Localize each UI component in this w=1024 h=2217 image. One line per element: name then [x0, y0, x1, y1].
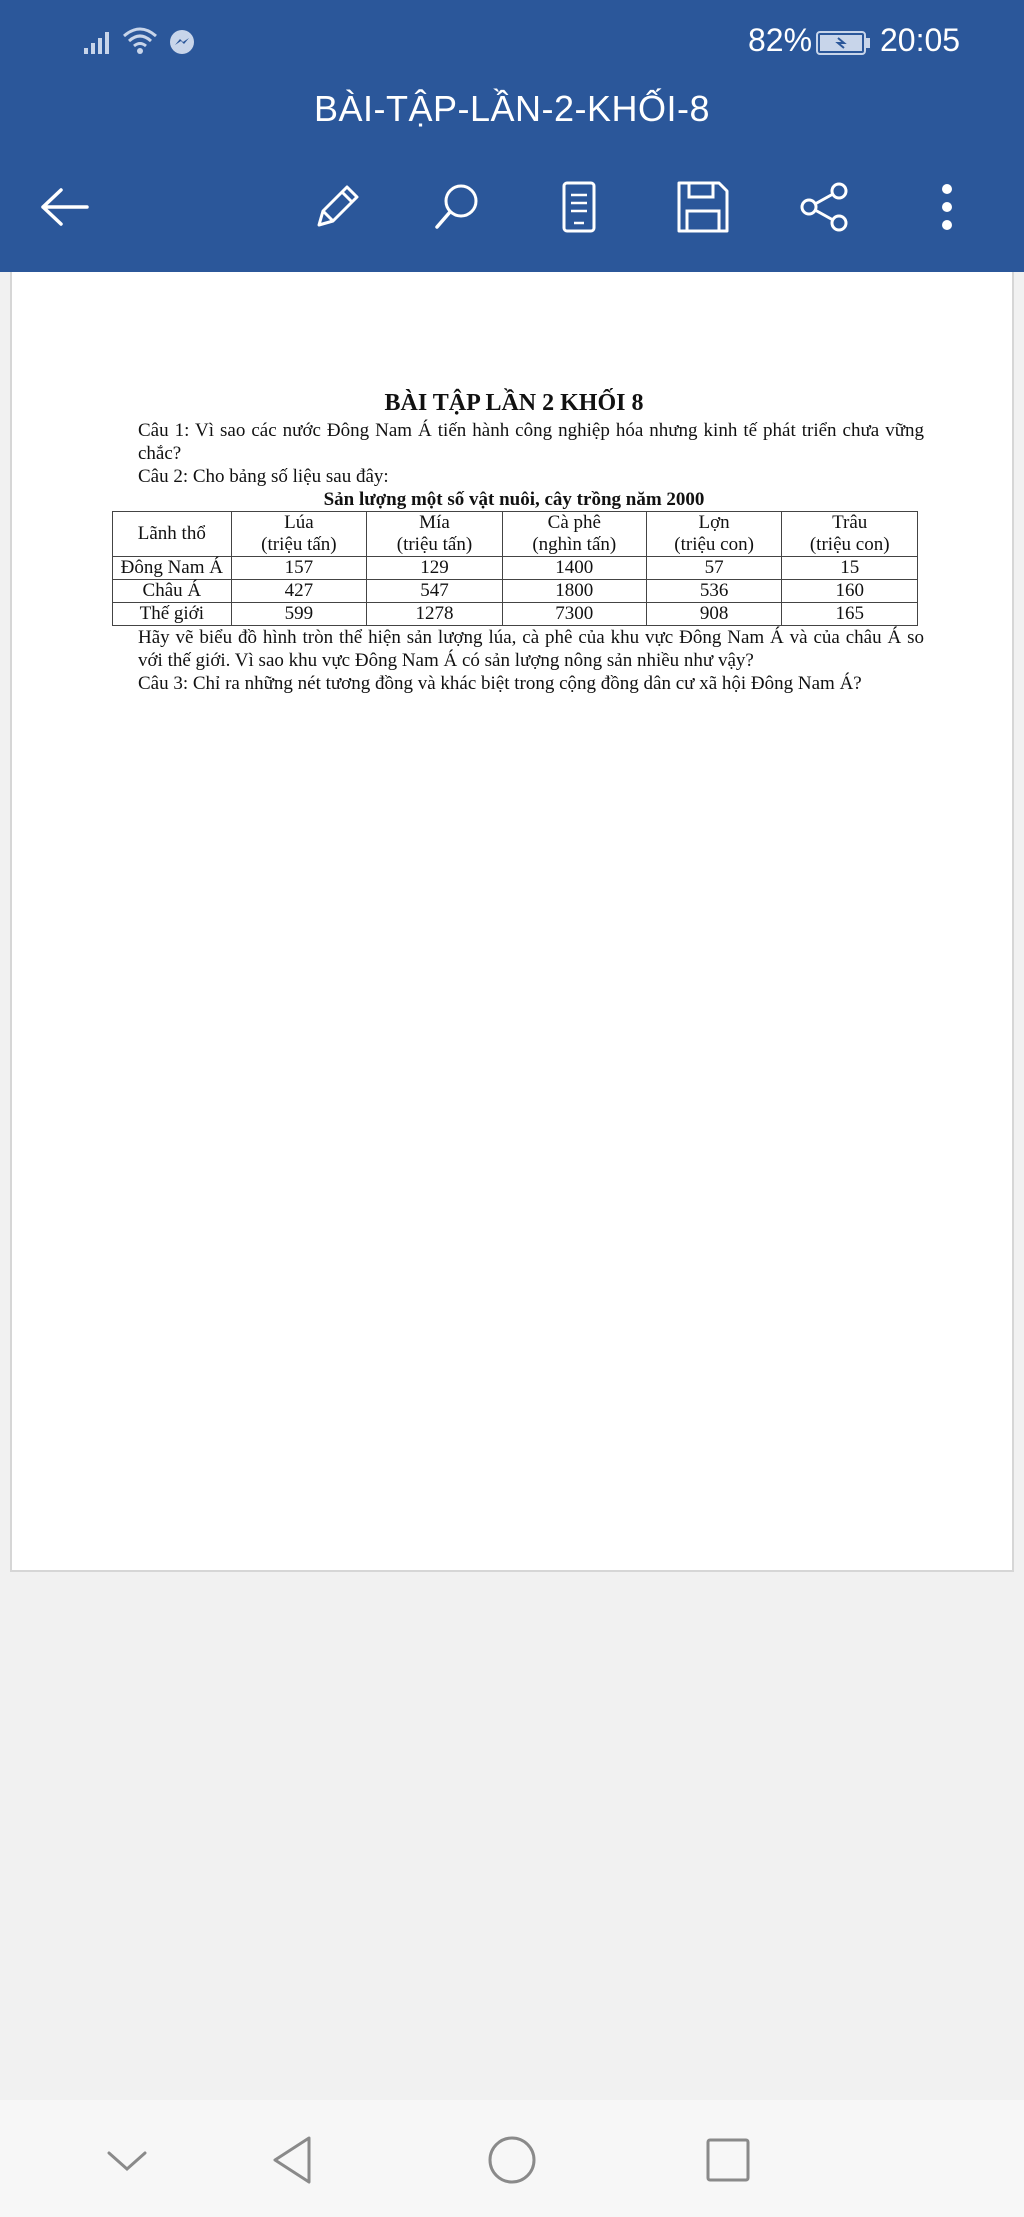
table-cell: 1800: [502, 580, 646, 603]
table-cell: 1400: [502, 557, 646, 580]
table-cell: 599: [231, 603, 367, 626]
table-cell: 427: [231, 580, 367, 603]
back-arrow-icon: [35, 182, 95, 232]
status-time: 20:05: [880, 22, 961, 58]
table-cell: Châu Á: [113, 580, 232, 603]
recents-square-icon: [703, 2135, 753, 2185]
header-cell: Lúa (triệu tấn): [231, 512, 367, 557]
table-cell: 7300: [502, 603, 646, 626]
home-circle-icon: [486, 2134, 538, 2186]
nav-hide-button[interactable]: [92, 2130, 162, 2190]
document-title: BÀI-TẬP-LẦN-2-KHỐI-8: [313, 88, 711, 129]
header-cell: Lãnh thổ: [113, 512, 232, 557]
table-cell: 157: [231, 557, 367, 580]
back-triangle-icon: [269, 2134, 317, 2186]
header-cell: Trâu (triệu con): [782, 512, 918, 557]
reading-view-icon: [554, 179, 604, 235]
table-row: [113, 557, 918, 580]
share-icon: [797, 179, 853, 235]
table-cell: 57: [646, 557, 782, 580]
page-title: BÀI TẬP LẦN 2 KHỐI 8: [384, 390, 644, 416]
table-cell: 160: [782, 580, 918, 603]
table-cell: 1278: [367, 603, 503, 626]
table-header-row: [113, 512, 918, 557]
question-1: Câu 1: Vì sao các nước Đông Nam Á tiến hành công nghiệp hóa nhưng kinh tế phát triển chưa vững chắc?: [138, 420, 924, 464]
table-row: [113, 580, 918, 603]
table-cell: 129: [367, 557, 503, 580]
search-icon: [429, 179, 485, 235]
chevron-down-icon: [105, 2145, 149, 2175]
table-cell: 536: [646, 580, 782, 603]
reading-view-button[interactable]: [544, 172, 614, 242]
pencil-icon: [307, 179, 363, 235]
search-button[interactable]: [422, 172, 492, 242]
status-bar: [0, 0, 1024, 84]
document-body: [104, 392, 924, 695]
more-vertical-icon: [937, 179, 957, 235]
wifi-icon: [122, 24, 158, 56]
nav-recents-button[interactable]: [693, 2130, 763, 2190]
question-2: Câu 2: Cho bảng số liệu sau đây:: [138, 466, 389, 487]
battery-percent: 82%: [748, 22, 813, 58]
nav-back-button[interactable]: [258, 2130, 328, 2190]
data-table: [112, 511, 918, 626]
table-cell: 547: [367, 580, 503, 603]
question-2-task: Hãy vẽ biểu đồ hình tròn thể hiện sản lượng lúa, cà phê của khu vực Đông Nam Á và của châu Á so với thế giới. Vì sao khu vực Đông Nam Á có sản lượng nông sản nhiều như vậy?: [138, 627, 924, 671]
save-button[interactable]: [668, 172, 738, 242]
nav-home-button[interactable]: [477, 2130, 547, 2190]
question-3: Câu 3: Chỉ ra những nét tương đồng và khác biệt trong cộng đồng dân cư xã hội Đông Nam Á?: [138, 673, 862, 694]
back-button[interactable]: [30, 172, 100, 242]
table-cell: 908: [646, 603, 782, 626]
header-cell: Cà phê (nghìn tấn): [502, 512, 646, 557]
save-icon: [675, 179, 731, 235]
table-cell: 165: [782, 603, 918, 626]
table-cell: 15: [782, 557, 918, 580]
share-button[interactable]: [790, 172, 860, 242]
battery-icon: [816, 30, 872, 56]
table-cell: Thế giới: [113, 603, 232, 626]
app-header: [0, 0, 1024, 272]
messenger-icon: [168, 28, 196, 56]
table-title: Sản lượng một số vật nuôi, cây trồng năm 2000: [323, 489, 705, 510]
table-cell: Đông Nam Á: [113, 557, 232, 580]
signal-icon: [84, 28, 114, 54]
header-cell: Lợn (triệu con): [646, 512, 782, 557]
table-row: [113, 603, 918, 626]
more-options-button[interactable]: [912, 172, 982, 242]
edit-button[interactable]: [300, 172, 370, 242]
document-page[interactable]: [10, 272, 1014, 1572]
header-cell: Mía (triệu tấn): [367, 512, 503, 557]
